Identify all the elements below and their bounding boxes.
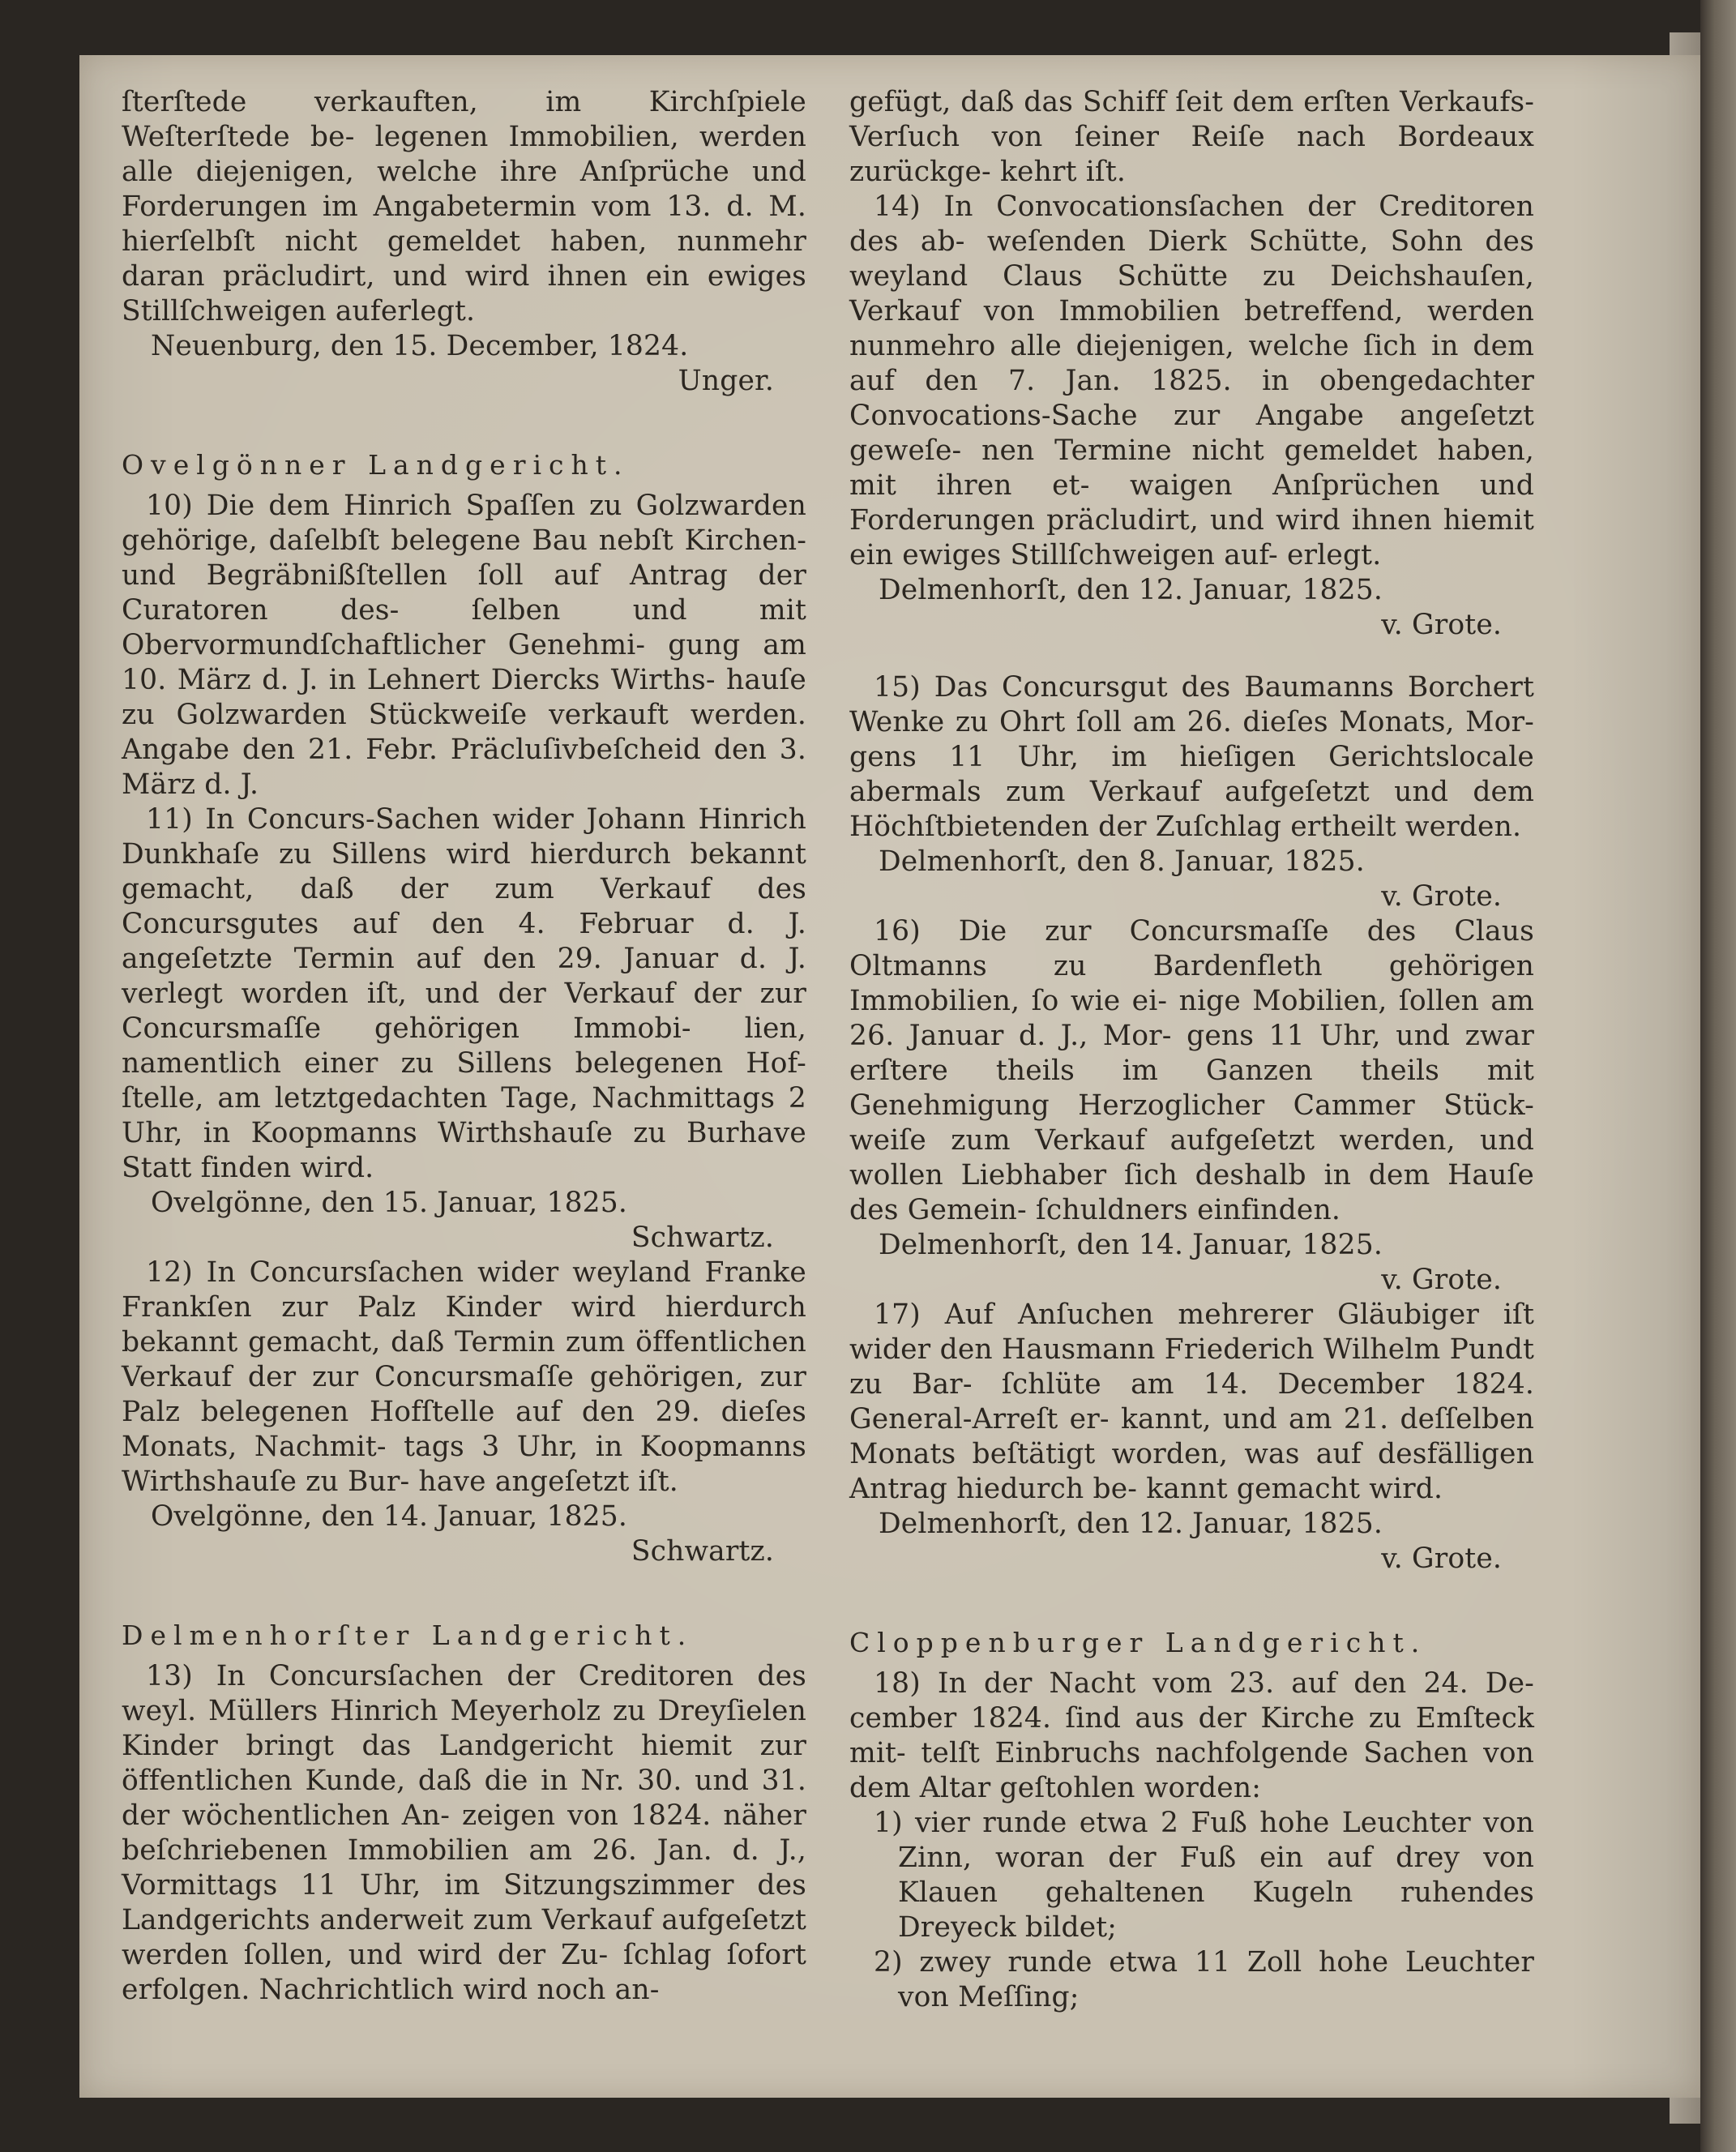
notice-14-signature: v. Grote.	[1381, 609, 1502, 641]
notice-16-place-date: Delmenhorſt, den 14. Januar, 1825.	[879, 1229, 1383, 1261]
intro-text: ſterſtede verkauften, im Kirchſpiele Weſterſtede be- legenen Immobilien, werden alle diejenigen, welche ihre Anſprüche und Forderungen im Angabetermin vom 13. d. M. hierſelbſt nicht gemeldet haben, nunmehr daran präcludirt, und wird ihnen ein ewiges Stillſchweigen auferlegt.	[122, 86, 806, 327]
notice-18-item-2: 2) zwey runde etwa 11 Zoll hohe Leuchter von Meſſing;	[874, 1946, 1534, 2013]
notice-18: 18) In der Nacht vom 23. auf den 24. De- cember 1824. ſind aus der Kirche zu Emſteck mit- telſt Einbruchs nachfolgende Sachen von dem Altar geſtohlen worden:	[849, 1667, 1534, 1804]
notice-11-place-date: Ovelgönne, den 15. Januar, 1825.	[151, 1187, 627, 1219]
notice-14: 14) In Convocationsſachen der Creditoren des ab- weſenden Dierk Schütte, Sohn des weyland Claus Schütte zu Deichshauſen, Verkauf von Immobilien betreffend, werden nunmehro alle diejenigen, welche ſich in dem auf den 7. Jan. 1825. in obengedachter Convocations-Sache zur Angabe angeſetzt geweſe- nen Termine nicht gemeldet haben, mit ihren et- waigen Anſprüchen und Forderungen präcludirt, und wird ihnen hiemit ein ewiges Stillſchweigen auf- erlegt.	[849, 190, 1534, 571]
notice-16: 16) Die zur Concursmaſſe des Claus Oltmanns zu Bardenfleth gehörigen Immobilien, ſo wie ei- nige Mobilien, ſollen am 26. Januar d. J., Mor- gens 11 Uhr, und zwar erſtere theils im Ganzen theils mit Genehmigung Herzoglicher Cammer Stück- weiſe zum Verkauf aufgeſetzt werden, und wollen Liebhaber ſich deshalb in dem Hauſe des Gemein- ſchuldners einfinden.	[849, 915, 1534, 1226]
notice-14-place-date: Delmenhorſt, den 12. Januar, 1825.	[879, 574, 1383, 606]
notice-17-signature: v. Grote.	[1381, 1542, 1502, 1575]
left-column	[122, 85, 806, 2008]
intro-signature: Unger.	[678, 365, 774, 397]
notice-12: 12) In Concursſachen wider weyland Franke Frankſen zur Palz Kinder wird hierdurch bekannt gemacht, daß Termin zum öffentlichen Verkauf der zur Concursmaſſe gehörigen, zur Palz belegenen Hofſtelle auf den 29. dieſes Monats, Nachmit- tags 3 Uhr, in Koopmanns Wirthshauſe zu Bur- have angeſetzt iſt.	[122, 1256, 807, 1498]
notice-15-place-date: Delmenhorſt, den 8. Januar, 1825.	[879, 845, 1365, 878]
court-heading-delmenhorst: Delmenhorſter Landgericht.	[122, 1619, 694, 1651]
notice-17-place-date: Delmenhorſt, den 12. Januar, 1825.	[879, 1508, 1383, 1540]
intro-place-date: Neuenburg, den 15. December, 1824.	[151, 330, 689, 362]
spacer	[849, 643, 1534, 670]
book-spine	[1700, 0, 1736, 2152]
notice-11-signature: Schwartz.	[631, 1221, 774, 1254]
notice-16-signature: v. Grote.	[1381, 1264, 1502, 1296]
court-heading-ovelgoenne: Ovelgönner Landgericht.	[122, 449, 630, 481]
notice-17: 17) Auf Anſuchen mehrerer Gläubiger iſt wider den Hausmann Friederich Wilhelm Pundt zu Bar- ſchlüte am 14. December 1824. General-Arreſt er- kannt, und am 21. deſſelben Monats beſtätigt worden, was auf desfälligen Antrag hiedurch be- kannt gemacht wird.	[849, 1298, 1535, 1505]
notice-18-item-1: 1) vier runde etwa 2 Fuß hohe Leuchter von Zinn, woran der Fuß ein auf drey von Klauen gehaltenen Kugeln ruhendes Dreyeck bildet;	[874, 1807, 1535, 1944]
notice-12-place-date: Ovelgönne, den 14. Januar, 1825.	[151, 1500, 627, 1533]
notice-10: 10) Die dem Hinrich Spaſſen zu Golzwarden gehörige, daſelbſt belegene Bau nebſt Kirchen- und Begräbnißſtellen ſoll auf Antrag der Curatoren des- ſelben und mit Obervormundſchaftlicher Genehmi- gung am 10. März d. J. in Lehnert Diercks Wirths- hauſe zu Golzwarden Stückweiſe verkauft werden. Angabe den 21. Febr. Präcluſivbeſcheid den 3. März d. J.	[122, 490, 806, 801]
notice-15: 15) Das Concursgut des Baumanns Borchert Wenke zu Ohrt ſoll am 26. dieſes Monats, Mor- gens 11 Uhr, im hieſigen Gerichtslocale abermals zum Verkauf aufgeſetzt und dem Höchſtbietenden der Zuſchlag ertheilt werden.	[849, 671, 1534, 843]
court-heading-cloppenburg: Cloppenburger Landgericht.	[849, 1627, 1427, 1658]
notice-12-signature: Schwartz.	[631, 1535, 774, 1568]
continuation-text: gefügt, daß das Schiff ſeit dem erſten Verkaufs- Verſuch von ſeiner Reiſe nach Bordeaux zurückge- kehrt iſt.	[849, 86, 1534, 188]
notice-11: 11) In Concurs-Sachen wider Johann Hinrich Dunkhaſe zu Sillens wird hierdurch bekannt gemacht, daß der zum Verkauf des Concursgutes auf den 4. Februar d. J. angeſetzte Termin auf den 29. Januar d. J. verlegt worden iſt, und der Verkauf der zur Concursmaſſe gehörigen Immobi- lien, namentlich einer zu Sillens belegenen Hof- ſtelle, am letztgedachten Tage, Nachmittags 2 Uhr, in Koopmanns Wirthshauſe zu Burhave Statt finden wird.	[122, 803, 807, 1184]
right-column	[849, 85, 1534, 2015]
notice-13: 13) In Concursſachen der Creditoren des weyl. Müllers Hinrich Meyerholz zu Dreyſielen Kinder bringt das Landgericht hiemit zur öffentlichen Kunde, daß die in Nr. 30. und 31. der wöchentlichen An- zeigen von 1824. näher beſchriebenen Immobilien am 26. Jan. d. J., Vormittags 11 Uhr, im Sitzungszimmer des Landgerichts anderweit zum Verkauf aufgeſetzt werden ſollen, und wird der Zu- ſchlag ſofort erfolgen. Nachrichtlich wird noch an-	[122, 1660, 807, 2006]
notice-15-signature: v. Grote.	[1381, 880, 1502, 913]
